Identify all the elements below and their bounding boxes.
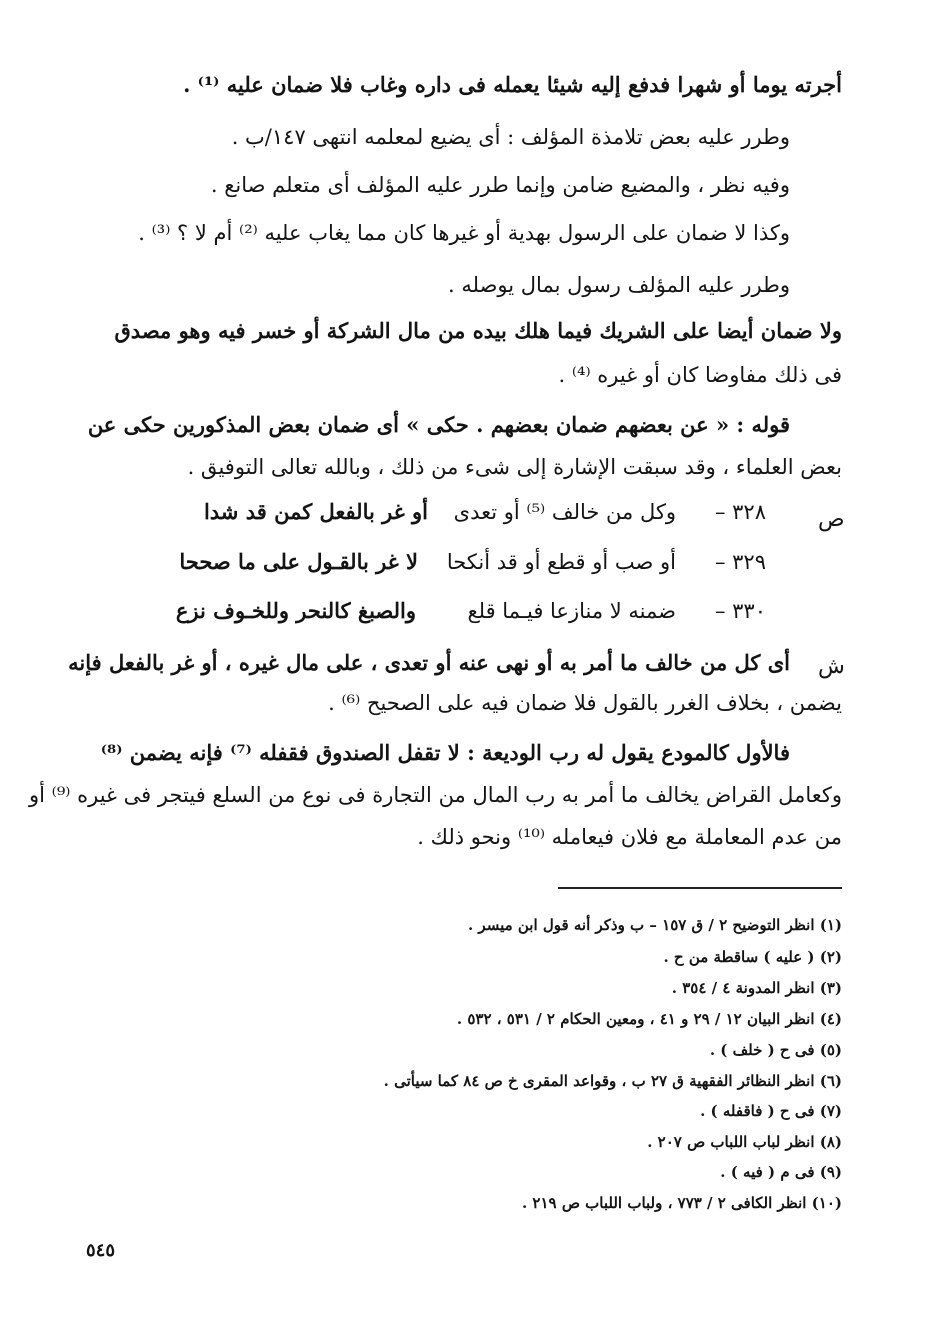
footnote-4: (٤) انظر البيان ١٢ / ٢٩ و ٤١ ، ومعين الحكام ٢ / ٥٣١ ، ٥٣٢ . xyxy=(456,1010,842,1028)
footnote-7: (٧) فى ح ( فاقفله ) . xyxy=(700,1102,842,1120)
footnote-1: (١) انظر التوضيح ٢ / ق ١٥٧ – ب وذكر أنه قول ابن ميسر . xyxy=(467,916,842,934)
body-line-6: ولا ضمان أيضا على الشريك فيما هلك بيده من مال الشركة أو خسر فيه وهو مصدق xyxy=(114,318,842,343)
footnote-8: (٨) انظر لباب اللباب ص ٢٠٧ . xyxy=(647,1133,842,1151)
commentary-line-3: فالأول كالمودع يقول له رب الوديعة : لا تقفل الصندوق فقفله ⁽⁷⁾ فإنه يضمن ⁽⁸⁾ xyxy=(100,740,790,765)
footnote-separator xyxy=(558,887,842,889)
body-line-4: وكذا لا ضمان على الرسول بهدية أو غيرها كان مما يغاب عليه ⁽²⁾ أم لا ؟ ⁽³⁾ . xyxy=(138,221,790,245)
footnote-5: (٥) فى ح ( خلف ) . xyxy=(709,1041,842,1059)
footnote-6: (٦) انظر النظائر الفقهية ق ٢٧ ب ، وقواعد المقرى خ ص ٨٤ كما سيأتى . xyxy=(383,1072,842,1090)
page-number: ٥٤٥ xyxy=(86,1240,116,1261)
body-line-5: وطرر عليه المؤلف رسول بمال يوصله . xyxy=(448,273,790,297)
footnote-10: (١٠) انظر الكافى ٢ / ٧٧٣ ، ولباب اللباب ص ٢١٩ . xyxy=(521,1194,842,1212)
verse-number: ٣٢٩ – xyxy=(714,550,766,574)
footnote-9: (٩) فى م ( فيه ) . xyxy=(720,1163,842,1181)
verse-number: ٣٢٨ – xyxy=(714,500,766,524)
verse-number: ٣٣٠ – xyxy=(714,599,766,623)
commentary-line-2: يضمن ، بخلاف الغرر بالقول فلا ضمان فيه على الصحيح ⁽⁶⁾ . xyxy=(328,691,842,715)
verse-hemistich-first: وكل من خالف ⁽⁵⁾ أو تعدى xyxy=(453,500,676,524)
body-line-1: أجرته يوما أو شهرا فدفع إليه شيئا يعمله فى داره وغاب فلا ضمان عليه ⁽¹⁾ . xyxy=(183,72,842,97)
body-line-7: فى ذلك مفاوضا كان أو غيره ⁽⁴⁾ . xyxy=(558,363,842,387)
verse-marker: ص xyxy=(818,507,845,532)
verse-hemistich-first: أو صب أو قطع أو قد أنكحا xyxy=(446,550,676,574)
body-line-2: وطرر عليه بعض تلامذة المؤلف : أى يضيع لمعلمه انتهى ١٤٧/ب . xyxy=(231,125,790,149)
commentary-line-5: من عدم المعاملة مع فلان فيعامله ⁽¹⁰⁾ ونحو ذلك . xyxy=(417,825,842,849)
verse-hemistich-second: لا غر بالقـول على ما صححا xyxy=(179,549,418,574)
footnote-2: (٢) ( عليه ) ساقطة من ح . xyxy=(663,948,842,966)
commentary-line-4: وكعامل القراض يخالف ما أمر به رب المال من التجارة فى نوع من السلع فيتجر فى غيره ⁽⁹⁾ أو xyxy=(29,783,842,807)
verse-hemistich-second: والصبغ كالنحر وللخـوف نزع xyxy=(175,598,416,623)
body-line-9: بعض العلماء ، وقد سبقت الإشارة إلى شىء من ذلك ، وبالله تعالى التوفيق . xyxy=(187,455,842,479)
verse-hemistich-first: ضمنه لا منازعا فيـما قلع xyxy=(467,599,676,623)
body-line-3: وفيه نظر ، والمضيع ضامن وإنما طرر عليه المؤلف أى متعلم صانع . xyxy=(210,173,790,197)
verse-hemistich-second: أو غر بالفعل كمن قد شدا xyxy=(203,499,428,524)
footnote-3: (٣) انظر المدونة ٤ / ٣٥٤ . xyxy=(671,979,842,997)
commentary-line-1: أى كل من خالف ما أمر به أو نهى عنه أو تعدى ، على مال غيره ، أو غر بالفعل فإنه xyxy=(68,650,790,675)
body-line-8: قوله : « عن بعضهم ضمان بعضهم . حكى » أى ضمان بعض المذكورين حكى عن xyxy=(87,412,790,437)
commentary-marker: ش xyxy=(818,654,845,679)
